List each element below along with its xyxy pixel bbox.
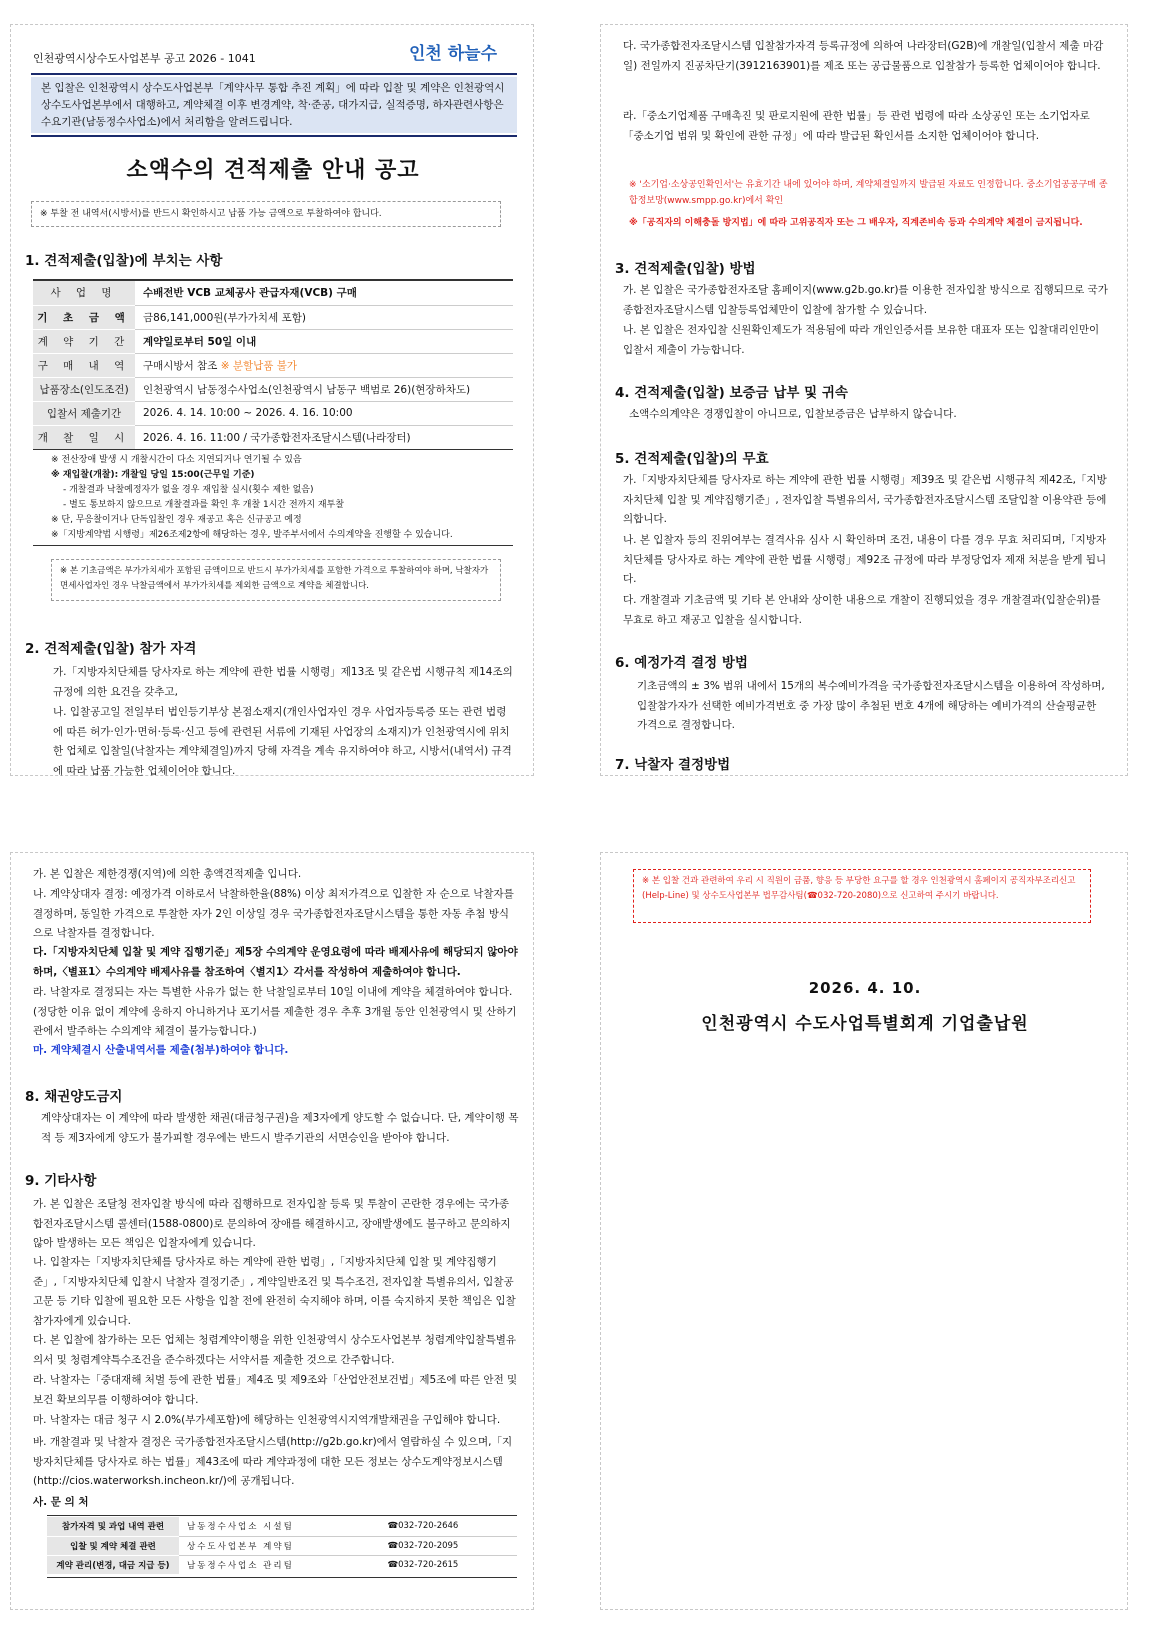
note-line: ※「지방계약법 시행령」제26조제2항에 해당하는 경우, 발주부서에서 수의계약을 진행할 수 있습니다. [51, 530, 453, 540]
table-key: 사 업 명 [33, 281, 135, 305]
table-bottom-rule [33, 449, 513, 450]
section-5-title: 5. 견적제출(입찰)의 무효 [615, 451, 769, 467]
section-3-title: 3. 견적제출(입찰) 방법 [615, 261, 756, 277]
hanulsu-logo: 인천 하늘수 [409, 44, 498, 64]
qualification-ga: 가.「지방자치단체를 당사자로 하는 계약에 관한 법률 시행령」제13조 및 같은법 시행규칙 제14조의 규정에 의한 요건을 갖추고, [53, 666, 513, 698]
contact-phone[interactable]: ☎032-720-2615 [387, 1559, 459, 1570]
table-key: 기 초 금 액 [33, 305, 135, 329]
table-row [33, 425, 513, 449]
misc-ra: 라. 낙찰자는「중대재해 처벌 등에 관한 법률」제4조 및 제9조와「산업안전보건법」제5조에 따른 안전 및 보건 확보의무를 이행하여야 합니다. [33, 1374, 518, 1406]
qualification-da: 다. 국가종합전자조달시스템 입찰참가자격 등록규정에 의하여 나라장터(G2B)에 개찰일(입찰서 제출 마감일) 전일까지 진공차단기(3912163901)를 제조 또는 공급물품으로 입찰참가 등록한 업체이어야 합니다. [623, 40, 1104, 72]
notice-date: 2026. 4. 10. [808, 979, 922, 997]
contact-topic: 참가자격 및 과업 내역 관련 [47, 1517, 179, 1536]
page-3 [10, 852, 534, 1610]
method-ga: 가. 본 입찰은 국가종합전자조달 홈페이지(www.g2b.go.kr)를 이용한 전자입찰 방식으로 집행되므로 국가종합전자조달시스템 입찰등록업체만이 입찰에 참가할 수 있습니다. [623, 284, 1108, 316]
table-row [33, 329, 513, 353]
notice-number: 인천광역시상수도사업본부 공고 2026 - 1041 [33, 52, 256, 65]
method-na: 나. 본 입찰은 전자입찰 신원확인제도가 적용됨에 따라 개인인증서를 보유한 대표자 또는 입찰대리인만이 입찰서 제출이 가능합니다. [623, 324, 1100, 356]
contact-table [47, 1517, 517, 1574]
section-6-title: 6. 예정가격 결정 방법 [615, 655, 748, 671]
page-title: 소액수의 견적제출 안내 공고 [126, 158, 420, 183]
table-top-rule [47, 1515, 517, 1516]
section-9-title: 9. 기타사항 [25, 1173, 97, 1189]
table-value: 2026. 4. 14. 10:00 ~ 2026. 4. 16. 10:00 [135, 401, 513, 425]
intro-box [31, 77, 517, 133]
note-line: ※ 재입찰(개찰): 개찰일 당일 15:00(근무일 기준) [51, 470, 255, 480]
table-row [33, 305, 513, 329]
price-method-text: 기초금액의 ± 3% 범위 내에서 15개의 복수예비가격을 국가종합전자조달시스템을 이용하여 작성하며, 입찰참가자가 선택한 예비가격번호 중 가장 많이 추첨된 번호 4개에 해당하는 예비가격의 산술평균한 가격으로 결정합니다. [637, 680, 1105, 731]
invalid-da: 다. 개찰결과 기초금액 및 기타 본 안내와 상이한 내용으로 개찰이 진행되었을 경우 개찰결과(입찰순위)를 무효로 하고 재공고 입찰을 실시합니다. [623, 594, 1101, 626]
table-row [33, 377, 513, 401]
bid-warning: ※ 투찰 전 내역서(시방서)를 반드시 확인하시고 납품 가능 금액으로 투찰하여야 합니다. [31, 201, 501, 227]
note-line: ※ 전산장애 발생 시 개찰시간이 다소 지연되거나 연기될 수 있음 [51, 455, 302, 465]
divider [33, 545, 513, 546]
table-value: 2026. 4. 16. 11:00 / 국가종합전자조달시스템(나라장터) [143, 431, 411, 444]
divider [31, 73, 517, 75]
winner-ma: 마. 계약체결시 산출내역서를 제출(첨부)하여야 합니다. [33, 1044, 289, 1056]
section-4-title: 4. 견적제출(입찰) 보증금 납부 및 귀속 [615, 385, 848, 401]
contact-dept: 남동정수사업소 관리팀 [187, 1560, 294, 1571]
section-1-title: 1. 견적제출(입찰)에 부치는 사항 [25, 253, 223, 269]
table-row [33, 401, 513, 425]
table-row [33, 281, 513, 305]
issuer-name: 인천광역시 수도사업특별회계 기업출납원 [701, 1014, 1029, 1034]
winner-ra-text: 라. 낙찰자로 결정되는 자는 특별한 사유가 없는 한 낙찰일로부터 10일 이내에 계약을 체결하여야 합니다. (정당한 이유 없이 계약에 응하지 아니하거나 포기서를 제출한 경우 추후 3개월 동안 인천광역시 및 산하기관에서 발주하는 수의계약 체결이 불가능합니다.) [33, 986, 517, 1037]
table-key: 입찰서 제출기간 [33, 401, 135, 425]
purchase-detail: 구매시방서 참조 [143, 359, 218, 372]
invalid-ga: 가.「지방자치단체를 당사자로 하는 계약에 관한 법률 시행령」제39조 및 같은법 시행규칙 제42조,「지방자치단체 입찰 및 계약집행기준」, 전자입찰 특별유의서, 국가종합전자조달시스템 조달입찰 이용약관 등에 의합니다. [623, 474, 1107, 525]
table-key: 계 약 기 간 [33, 329, 135, 353]
section-2-title: 2. 견적제출(입찰) 참가 자격 [25, 641, 197, 657]
split-delivery-note: ※ 분할납품 불가 [220, 359, 298, 372]
invalid-na: 나. 본 입찰자 등의 진위여부는 결격사유 심사 시 확인하며 조건, 내용이 다를 경우 무효 처리되며,「지방자치단체를 당사자로 하는 계약에 관한 법률 시행령」제92조 규정에 따라 부정당업자 제재 처분을 받게 됩니다. [623, 534, 1107, 585]
table-key: 구 매 내 역 [33, 353, 135, 377]
table-key: 개 찰 일 시 [33, 425, 135, 449]
bid-info-table [33, 281, 513, 449]
notes-block [51, 453, 521, 543]
misc-ba: 바. 개찰결과 및 낙찰자 결정은 국가종합전자조달시스템(http://g2b.go.kr)에서 열람하실 수 있으며,「지방자치단체를 당사자로 하는 법률」제43조에 따라 계약과정에 대한 모든 정보는 상수도계약정보시스템(http://cios.waterworksh.incheon.kr/)에 공개됩니다. [33, 1436, 513, 1487]
table-value [135, 353, 513, 377]
qualification-ra: 라.「중소기업제품 구매촉진 및 판로지원에 관한 법률」등 관련 법령에 따라 소상공인 또는 소기업자로「중소기업 범위 및 확인에 관한 규정」에 따라 발급된 확인서를 소지한 업체이어야 합니다. [623, 110, 1090, 142]
assignment-text: 계약상대자는 이 계약에 따라 발생한 채권(대금청구권)을 제3자에게 양도할 수 없습니다. 단, 계약이행 목적 등 제3자에게 양도가 불가피할 경우에는 반드시 발주기관의 서면승인을 받아야 합니다. [41, 1112, 519, 1144]
page-1 [10, 24, 534, 776]
winner-ra [33, 983, 519, 1042]
contact-topic: 계약 관리(변경, 대금 지급 등) [47, 1555, 179, 1574]
table-value: 인천광역시 남동정수사업소(인천광역시 남동구 백범로 26)(현장하차도) [135, 377, 513, 401]
winner-da: 다.「지방자치단체 입찰 및 계약 집행기준」제5장 수의계약 운영요령에 따라 배제사유에 해당되지 않아야 하며,〈별표1〉수의계약 배제사유를 참조하여〈별지1〉각서를 작성하여 제출하여야 합니다. [33, 946, 518, 978]
table-row [47, 1517, 517, 1536]
note-line: - 개찰결과 낙찰예정자가 없을 경우 재입찰 실시(횟수 제한 없음) [63, 485, 314, 495]
misc-ga: 가. 본 입찰은 조달청 전자입찰 방식에 따라 집행하므로 전자입찰 등록 및 투찰이 곤란한 경우에는 국가종합전자조달시스템 콜센터(1588-0800)로 문의하여 장애를 해결하시고, 장애발생에도 불구하고 문의하지 않아 발생하는 모든 책임은 입찰자에게 있습니다. [33, 1198, 511, 1249]
table-bottom-rule [47, 1577, 517, 1578]
misc-ma: 마. 낙찰자는 대금 청구 시 2.0%(부가세포함)에 해당하는 인천광역시지역개발채권을 구입해야 합니다. [33, 1414, 501, 1426]
page-4 [600, 852, 1128, 1610]
deposit-text: 소액수의계약은 경쟁입찰이 아니므로, 입찰보증금은 납부하지 않습니다. [629, 408, 957, 420]
misc-da: 다. 본 입찰에 참가하는 모든 업체는 청렴계약이행을 위한 인천광역시 상수도사업본부 청렴계약입찰특별유의서 및 청렴계약특수조건을 준수하겠다는 서약서를 제출한 것으로 간주합니다. [33, 1334, 517, 1366]
contact-heading: 사. 문 의 처 [33, 1496, 89, 1508]
note-line: ※ 단, 무응찰이거나 단독입찰인 경우 재공고 혹은 신규공고 예정 [51, 515, 302, 525]
table-row [47, 1536, 517, 1555]
small-business-note: ※ '소기업·소상공인확인서'는 유효기간 내에 있어야 하며, 계약체결일까지 발급된 자료도 인정합니다. 중소기업공공구매 종합정보망(www.smpp.go.kr)에서 확인 [629, 180, 1108, 206]
table-value: 금86,141,000원(부가가치세 포함) [135, 305, 513, 329]
winner-ga: 가. 본 입찰은 제한경쟁(지역)에 의한 총액견적제출 입니다. [33, 868, 302, 880]
section-8-title: 8. 채권양도금지 [25, 1089, 123, 1105]
report-notice-box: ※ 본 입찰 건과 관련하여 우리 시 직원이 금품, 향응 등 부당한 요구를 할 경우 인천광역시 홈페이지 공직자부조리신고(Help-Line) 및 상수도사업본부 법무감사팀(☎032-720-2080)으로 신고하여 주시기 바랍니다. [633, 869, 1091, 923]
contact-dept: 상수도사업본부 계약팀 [179, 1536, 387, 1555]
section-7-title: 7. 낙찰자 결정방법 [615, 757, 731, 773]
table-row [47, 1555, 517, 1574]
note-line: - 별도 통보하지 않으므로 개찰결과를 확인 후 개찰 1시간 전까지 재투찰 [63, 500, 345, 510]
divider [31, 135, 517, 137]
contact-dept: 남동정수사업소 시설팀 [179, 1517, 387, 1536]
vat-note-box: ※ 본 기초금액은 부가가치세가 포함된 금액이므로 반드시 부가가치세를 포함한 가격으로 투찰하여야 하며, 낙찰자가 면세사업자인 경우 낙찰금액에서 부가가치세를 제외한 금액으로 계약을 체결합니다. [51, 559, 501, 601]
table-value: 계약일로부터 50일 이내 [135, 329, 513, 353]
table-key: 납품장소(인도조건) [33, 377, 135, 401]
misc-na: 나. 입찰자는「지방자치단체를 당사자로 하는 계약에 관한 법령」,「지방자치단체 입찰 및 계약집행기준」,「지방자치단체 입찰시 낙찰자 결정기준」, 계약일반조건 및 특수조건, 전자입찰 특별유의서, 입찰공고문 등 기타 입찰에 필요한 모든 사항을 입찰 전에 완전히 숙지해야 하며, 이를 숙지하지 못한 책임은 입찰참가자에게 있습니다. [33, 1256, 516, 1327]
contact-topic: 입찰 및 계약 체결 관련 [47, 1536, 179, 1555]
conflict-of-interest-note: ※「공직자의 이해충돌 방지법」에 따라 고위공직자 또는 그 배우자, 직계존비속 등과 수의계약 체결이 금지됩니다. [629, 218, 1083, 228]
contact-phone[interactable]: ☎032-720-2095 [387, 1536, 517, 1555]
intro-text: 본 입찰은 인천광역시 상수도사업본부「계약사무 통합 추진 계획」에 따라 입찰 및 계약은 인천광역시 상수도사업본부에서 대행하고, 계약체결 이후 변경계약, 착·준공, 대가지급, 실적증명, 하자관련사항은 수요기관(남동정수사업소)에서 처리함을 알려드립니다. [41, 82, 505, 128]
table-value: 수배전반 VCB 교체공사 관급자재(VCB) 구매 [135, 281, 513, 305]
winner-na: 나. 계약상대자 결정: 예정가격 이하로서 낙찰하한율(88%) 이상 최저가격으로 입찰한 자 순으로 낙찰자를 결정하며, 동일한 가격으로 투찰한 자가 2인 이상일 경우 국가종합전자조달시스템을 통한 자동 추첨 방식으로 낙찰자를 결정합니다. [33, 888, 514, 939]
page-2 [600, 24, 1128, 776]
table-row [33, 353, 513, 377]
contact-phone[interactable]: ☎032-720-2646 [387, 1517, 517, 1536]
qualification-na: 나. 입찰공고일 전일부터 법인등기부상 본점소재지(개인사업자인 경우 사업자등록증 또는 관련 법령에 따른 허가·인가·면허·등록·신고 등에 관련된 서류에 기재된 사업장의 소재지)가 인천광역시에 위치한 업체로 입찰일(낙찰자는 계약체결일)까지 당해 자격을 계속 유지하여야 하고, 시방서(내역서) 규격에 따라 납품 가능한 업체이어야 합니다. [53, 706, 512, 777]
